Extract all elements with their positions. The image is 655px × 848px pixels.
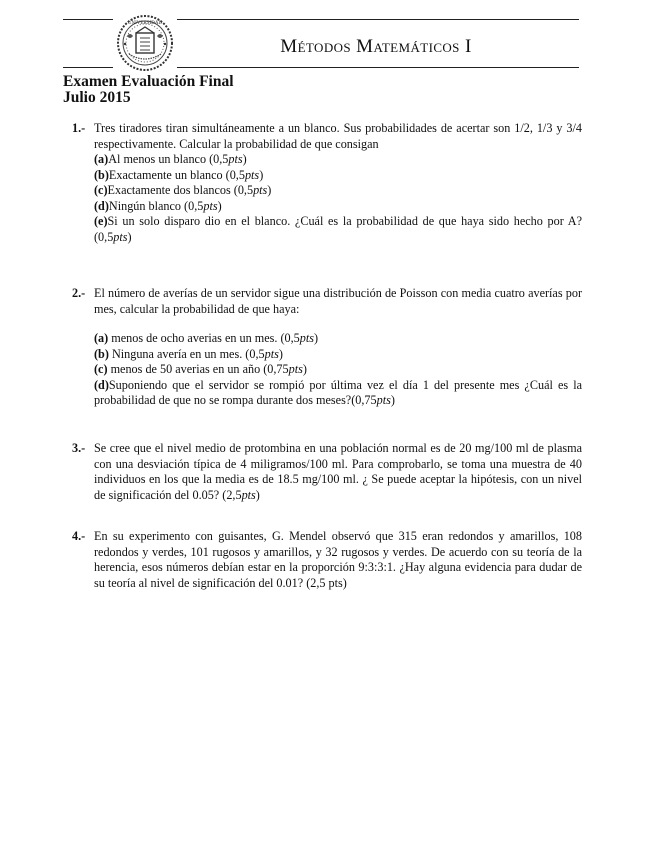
exam-date: Julio 2015 xyxy=(63,89,131,106)
header-rule-bottom-left xyxy=(63,67,113,68)
exam-heading xyxy=(63,74,234,106)
question-number: 3.- xyxy=(72,441,86,455)
question-part: (b) Ninguna avería en un mes. (0,5pts) xyxy=(94,346,283,361)
question-part: (e)Si un solo disparo dio en el blanco. ¿Cuál es la probabilidad de que haya sido hecho por A? (0,5pts) xyxy=(94,214,582,244)
question-1 xyxy=(72,121,582,245)
question-number: 4.- xyxy=(72,529,86,543)
seal-lettering: UNIVERSIDAD xyxy=(127,21,163,26)
question-part: (c) menos de 50 averias en un año (0,75pts) xyxy=(94,362,307,376)
question-statement: Se cree que el nivel medio de protombina en una población normal es de 20 mg/100 ml de plasma con una desviación típica de 4 miligramos/100 ml. Para comprobarlo, se toma una muestra de 40 individuos en los que la media es de 18.5 mg/100 ml. ¿ Se puede aceptar la hipótesis, con un nivel de significación del 0.05? (2,5pts) xyxy=(94,441,582,502)
question-statement: En su experimento con guisantes, G. Mendel observó que 315 eran redondos y amarillos, 108 redondos y verdes, 101 rugosos y amarillos, y 32 rugosos y verdes. De acuerdo con su teoría de la herencia, esos números debían estar en la proporción 9:3:3:1. ¿Hay alguna evidencia para dudar de su teoría al nivel de significación del 0.01? (2,5 pts) xyxy=(94,529,582,590)
question-number: 1.- xyxy=(72,121,86,135)
question-part: (d)Suponiendo que el servidor se rompió por última vez el día 1 del presente mes ¿Cuál es la probabilidad de que no se rompa durante dos meses?(0,75pts) xyxy=(94,377,582,407)
header-rule-top-right xyxy=(177,19,579,20)
course-title: Métodos Matemáticos I xyxy=(280,36,472,57)
question-statement: El número de averías de un servidor sigue una distribución de Poisson con media cuatro averías por mes, calcular la probabilidad de que haya: xyxy=(94,286,582,316)
exam-title: Examen Evaluación Final xyxy=(63,73,234,90)
question-part: (c)Exactamente dos blancos (0,5pts) xyxy=(94,183,272,197)
university-seal-icon xyxy=(113,14,177,72)
question-part: (a)Al menos un blanco (0,5pts) xyxy=(94,152,247,166)
header-rule-top-left xyxy=(63,19,113,20)
question-part: (a) menos de ocho averias en un mes. (0,5pts) xyxy=(94,331,319,345)
question-statement: Tres tiradores tiran simultáneamente a un blanco. Sus probabilidades de acertar son 1/2, 1/3 y 3/4 respectivamente. Calcular la probabilidad de que consigan xyxy=(94,121,582,151)
question-part: (b)Exactamente un blanco (0,5pts) xyxy=(94,167,264,182)
header-rule-bottom-right xyxy=(177,67,579,68)
question-part: (d)Ningún blanco (0,5pts) xyxy=(94,198,222,213)
question-3 xyxy=(72,441,582,503)
question-4 xyxy=(72,529,582,591)
question-2 xyxy=(72,286,582,409)
question-number: 2.- xyxy=(72,286,86,300)
